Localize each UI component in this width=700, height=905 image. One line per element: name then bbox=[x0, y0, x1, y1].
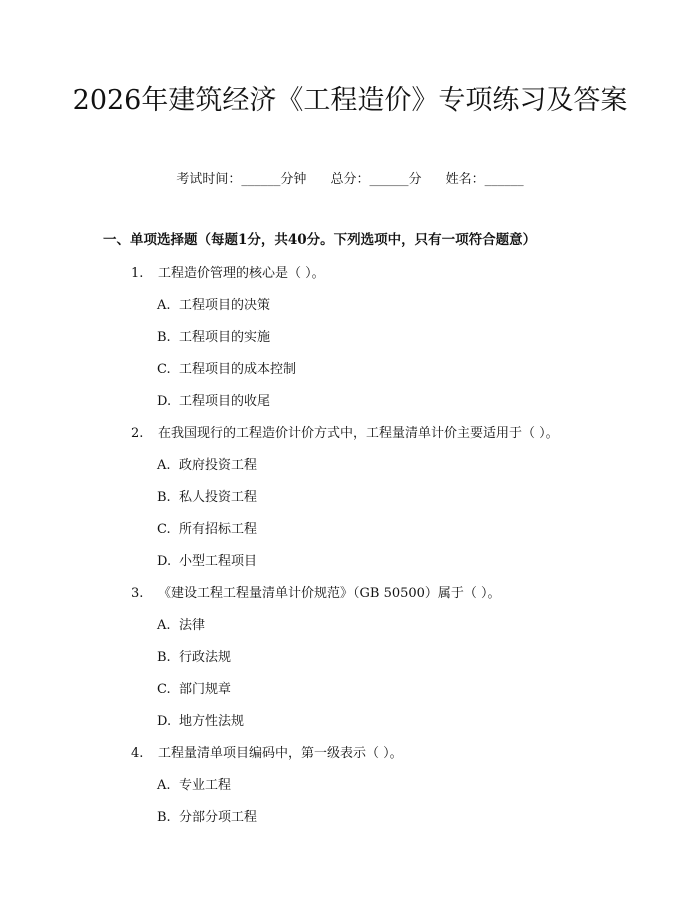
question-text: 工程量清单项目编码中，第一级表示（ ）。 bbox=[158, 746, 403, 761]
option-letter: D. bbox=[157, 394, 172, 409]
option bbox=[157, 710, 244, 729]
option bbox=[157, 358, 296, 377]
option-letter: A. bbox=[157, 458, 171, 473]
option-text: 小型工程项目 bbox=[179, 554, 258, 569]
question-number: 1. bbox=[131, 266, 144, 281]
option-letter: D. bbox=[157, 554, 172, 569]
question-text: 在我国现行的工程造价计价方式中，工程量清单计价主要适用于（ ）。 bbox=[158, 426, 559, 441]
question-1 bbox=[131, 262, 325, 281]
option-letter: B. bbox=[157, 490, 171, 505]
question-3 bbox=[131, 582, 501, 601]
question-number: 2. bbox=[131, 426, 144, 441]
option bbox=[157, 486, 257, 505]
option bbox=[157, 326, 270, 345]
option-text: 部门规章 bbox=[179, 682, 232, 697]
option-letter: B. bbox=[157, 330, 171, 345]
option-text: 所有招标工程 bbox=[179, 522, 258, 537]
option-text: 私人投资工程 bbox=[179, 490, 258, 505]
exam-time-field: 考试时间：______分钟 bbox=[176, 172, 307, 187]
option-text: 工程项目的成本控制 bbox=[179, 362, 297, 377]
option bbox=[157, 390, 270, 409]
exam-info bbox=[0, 168, 700, 187]
option bbox=[157, 550, 257, 569]
option-letter: A. bbox=[157, 618, 171, 633]
option bbox=[157, 454, 257, 473]
option-letter: D. bbox=[157, 714, 172, 729]
option-text: 政府投资工程 bbox=[179, 458, 258, 473]
question-number: 4. bbox=[131, 746, 144, 761]
option-text: 工程项目的收尾 bbox=[179, 394, 271, 409]
question-4 bbox=[131, 742, 403, 761]
document-title: 2026年建筑经济《工程造价》专项练习及答案 bbox=[72, 85, 628, 116]
option-text: 工程项目的实施 bbox=[179, 330, 271, 345]
option-letter: A. bbox=[157, 298, 171, 313]
question-text: 《建设工程工程量清单计价规范》（GB 50500）属于（ ）。 bbox=[158, 586, 501, 601]
name-field: 姓名：______ bbox=[445, 172, 524, 187]
option-text: 行政法规 bbox=[179, 650, 232, 665]
option bbox=[157, 774, 231, 793]
option-letter: C. bbox=[157, 362, 171, 377]
option-text: 法律 bbox=[179, 618, 206, 633]
option bbox=[157, 518, 257, 537]
option-text: 专业工程 bbox=[179, 778, 232, 793]
option bbox=[157, 294, 270, 313]
option-text: 工程项目的决策 bbox=[179, 298, 271, 313]
option-letter: B. bbox=[157, 650, 171, 665]
question-number: 3. bbox=[131, 586, 144, 601]
question-2 bbox=[131, 422, 559, 441]
option bbox=[157, 806, 257, 825]
option-letter: B. bbox=[157, 810, 171, 825]
question-text: 工程造价管理的核心是（ ）。 bbox=[158, 266, 325, 281]
option-letter: A. bbox=[157, 778, 171, 793]
option-letter: C. bbox=[157, 522, 171, 537]
section-heading: 一、单项选择题（每题1分，共40分。下列选项中，只有一项符合题意） bbox=[103, 232, 537, 248]
total-score-field: 总分：______分 bbox=[330, 172, 422, 187]
option-letter: C. bbox=[157, 682, 171, 697]
option-text: 地方性法规 bbox=[179, 714, 245, 729]
option bbox=[157, 678, 231, 697]
option-text: 分部分项工程 bbox=[179, 810, 258, 825]
option bbox=[157, 614, 205, 633]
option bbox=[157, 646, 231, 665]
